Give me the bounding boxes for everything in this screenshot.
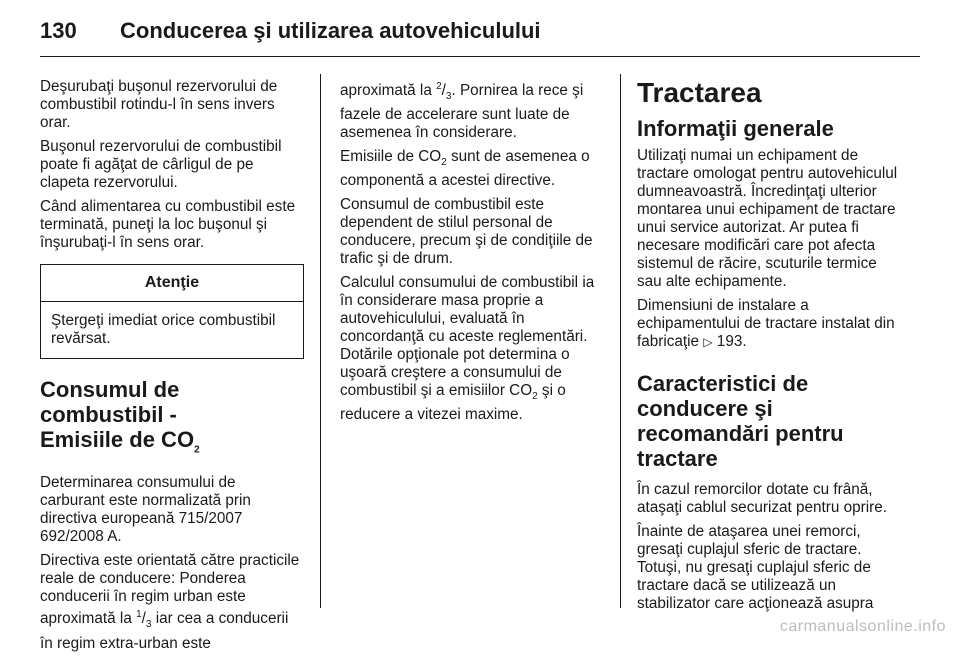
subsection-heading-general-info: Informaţii generale <box>637 116 834 141</box>
page-header <box>40 14 920 50</box>
paragraph: Calculul consumului de combustibil ia în considerare masa proprie a autovehiculului, evaluată în concordanţă cu aceste reglementări. Dotările opţionale pot determina o uşoară creştere a consumului de combustibil şi a emisiilor $CO_2$ şi o reducere a vitezei maxime. <box>340 274 595 424</box>
paragraph: Când alimentarea cu combustibil este terminată, puneţi la loc buşonul şi înşurubaţi-l în sens orar. <box>40 198 296 251</box>
paragraph: Emisiile de $CO_2$ sunt de asemenea o componentă a acestei directive. <box>340 148 590 190</box>
paragraph: Directiva este orientată către practicile reale de conducere: Ponderea conducerii în regim urban este aproximată la $^1/_3$ iar cea a conducerii în regim extra-urban este <box>40 552 300 652</box>
paragraph: Determinarea consumului de carburant este normalizată prin directiva europeană 715/2007 692/2008 A. <box>40 474 251 546</box>
column-1 <box>40 78 304 659</box>
watermark: carmanualsonline.info <box>779 618 946 635</box>
caution-title: Atenţie <box>41 265 303 302</box>
paragraph: Dimensiuni de instalare a echipamentului de tractare instalat din fabricaţie ▷ 193. <box>637 297 895 350</box>
paragraph: Deşurubaţi buşonul rezervorului de combustibil rotindu-l în sens invers orar. <box>40 78 278 131</box>
header-divider <box>40 56 920 57</box>
paragraph: Înainte de ataşarea unei remorci, gresaţi cuplajul sferic de tractare. Totuşi, nu gresaţi cuplajul sferic de tractare dacă se utilizează un stabilizator care acţionează asupra <box>637 523 874 612</box>
section-heading-fuel-consumption: Consumul de combustibil - Emisiile de $CO_2$ <box>40 377 200 456</box>
column-divider-1 <box>320 74 321 608</box>
paragraph: În cazul remorcilor dotate cu frână, ataşaţi cablul securizat pentru oprire. <box>637 481 887 516</box>
chapter-title: Conducerea şi utilizarea autovehiculului <box>120 18 541 43</box>
paragraph: aproximată la $^2/_3$. Pornirea la rece şi fazele de accelerare sunt luate de asemenea în considerare. <box>340 81 584 142</box>
paragraph: Buşonul rezervorului de combustibil poate fi agăţat de cârligul de pe clapeta rezervorului. <box>40 138 282 191</box>
subsection-heading-driving-characteristics: Caracteristici de conducere şi recomandări pentru tractare <box>637 371 844 471</box>
column-divider-2 <box>620 74 621 608</box>
page-reference-icon: ▷ <box>703 335 713 349</box>
paragraph: Utilizaţi numai un echipament de tractare omologat pentru autovehiculul dumneavoastră. Încredinţaţi ulterior montarea unui echipament de tractare unui service autorizat. Ar putea fi necesare modificări care pot afecta sistemul de răcire, scuturile termice sau alte echipamente. <box>637 147 898 290</box>
paragraph: Consumul de combustibil este dependent de stilul personal de conducere, precum şi de condiţiile de trafic şi de drum. <box>340 196 593 268</box>
page-number: 130 <box>40 18 77 43</box>
caution-box <box>40 264 304 359</box>
column-3 <box>637 78 905 619</box>
column-2 <box>340 78 604 430</box>
caution-text: Ştergeţi imediat orice combustibil revărsat. <box>51 312 276 347</box>
section-heading-towing: Tractarea <box>637 77 762 108</box>
